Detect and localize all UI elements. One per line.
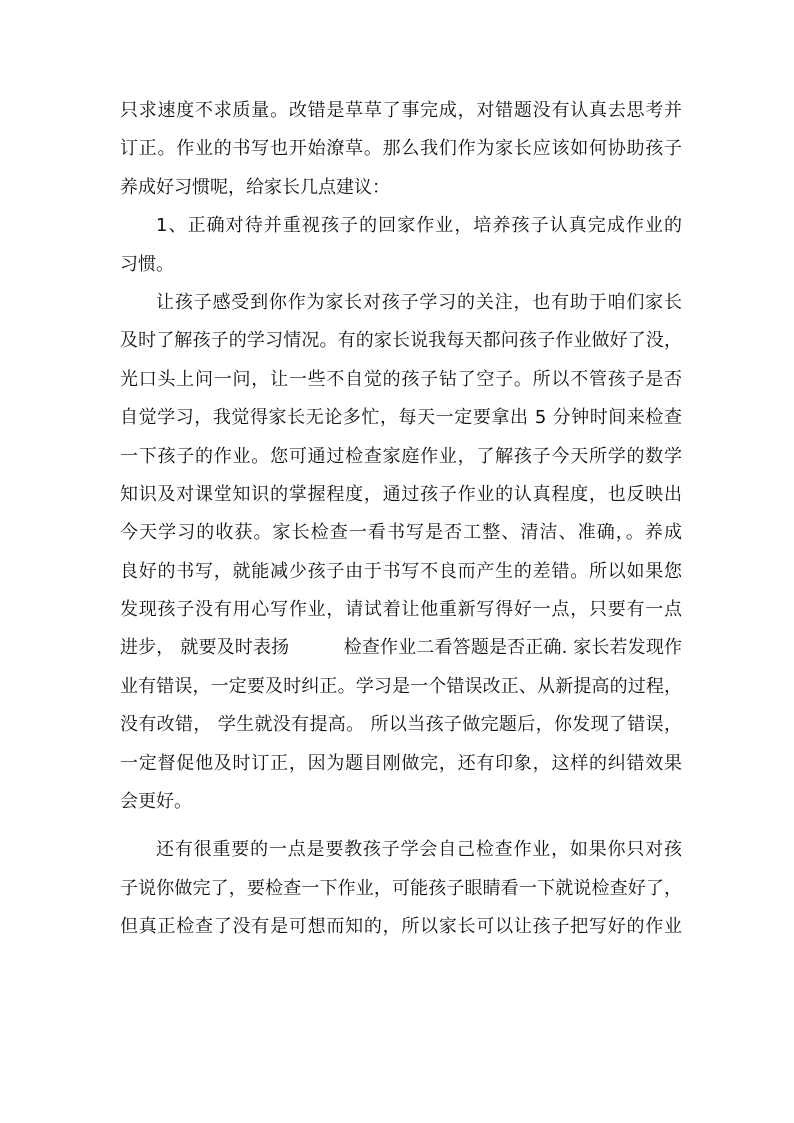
document-page — [120, 92, 682, 947]
text-line: 及时了解孩子的学习情况。有的家长说我每天都问孩子作业做好了没， — [120, 330, 682, 352]
paragraph-4 — [120, 831, 682, 946]
paragraph-1 — [120, 92, 682, 207]
text-line: 业有错误，一定要及时纠正。学习是一个错误改正、从新提高的过程， — [120, 675, 682, 697]
text-line: 会更好。 — [120, 791, 192, 813]
text-line: 让孩子感受到你作为家长对孩子学习的关注，也有助于咱们家长 — [156, 291, 682, 313]
text-line: 一下孩子的作业。您可通过检查家庭作业，了解孩子今天所学的数学 — [120, 445, 682, 467]
paragraph-3 — [120, 284, 682, 821]
text-line: 没有改错， 学生就没有提高。 所以当孩子做完题后，你发现了错误， — [120, 714, 682, 736]
text-line: 子说你做完了，要检查一下作业，可能孩子眼睛看一下就说检查好了， — [120, 877, 682, 899]
text-line: 光口头上问一问，让一些不自觉的孩子钻了空子。所以不管孩子是否 — [120, 368, 682, 390]
text-line: 一定督促他及时订正，因为题目刚做完，还有印象，这样的纠错效果 — [120, 752, 682, 774]
text-line: 良好的书写，就能减少孩子由于书写不良而产生的差错。所以如果您 — [120, 560, 682, 582]
text-line: 还有很重要的一点是要教孩子学会自己检查作业，如果你只对孩 — [156, 839, 682, 861]
paragraph-2 — [120, 207, 682, 284]
text-line: 1、正确对待并重视孩子的回家作业，培养孩子认真完成作业的 — [156, 215, 682, 237]
text-line: 习惯。 — [120, 253, 174, 275]
text-line: 订正。作业的书写也开始潦草。那么我们作为家长应该如何协助孩子 — [120, 138, 682, 160]
paragraph-gap — [120, 821, 682, 831]
text-line: 进步， 就要及时表扬 检查作业二看答题是否正确. 家长若发现作 — [120, 637, 682, 659]
text-line: 发现孩子没有用心写作业，请试着让他重新写得好一点，只要有一点 — [120, 599, 682, 621]
text-line: 今天学习的收获。家长检查一看书写是否工整、清洁、准确，。养成 — [120, 522, 682, 544]
text-line: 但真正检查了没有是可想而知的，所以家长可以让孩子把写好的作业 — [120, 916, 682, 938]
text-line: 知识及对课堂知识的掌握程度，通过孩子作业的认真程度，也反映出 — [120, 483, 682, 505]
text-line: 自觉学习，我觉得家长无论多忙，每天一定要拿出 5 分钟时间来检查 — [120, 407, 682, 429]
text-line: 只求速度不求质量。改错是草草了事完成，对错题没有认真去思考并 — [120, 100, 682, 121]
text-line: 养成好习惯呢，给家长几点建议： — [120, 176, 390, 198]
